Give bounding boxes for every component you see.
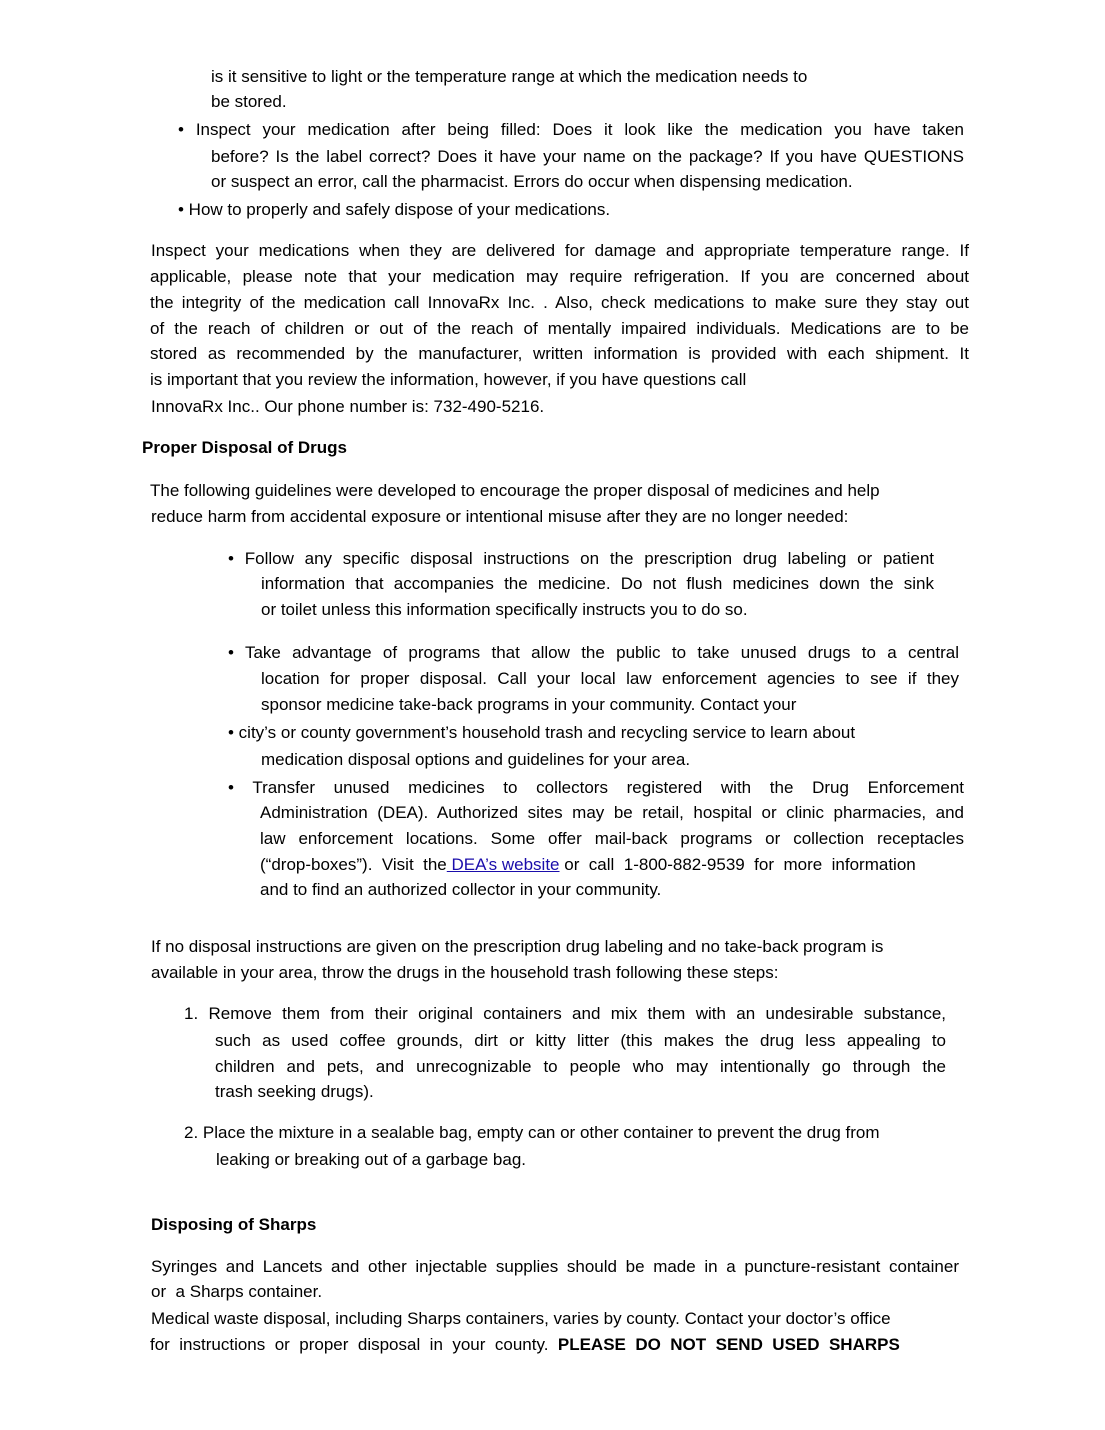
step-1-line-4: trash seeking drugs). [215,1082,374,1101]
take-back-bullet-line-1: • Take advantage of programs that allow the public to take unused drugs to a central [228,643,959,662]
inspect-paragraph-line-3: the integrity of the medication call InnovaRx Inc. . Also, check medications to make sure they stay out [150,293,969,312]
inspect-paragraph-phone-line: InnovaRx Inc.. Our phone number is: 732-490-5216. [151,397,545,416]
inspect-paragraph-line-2: applicable, please note that your medication may require refrigeration. If you are concerned about [150,267,969,286]
transfer-dea-bullet-line-1: • Transfer unused medicines to collectors registered with the Drug Enforcement [228,778,964,797]
sharps-line-4-text: for instructions or proper disposal in your county. [150,1335,558,1354]
sharps-line-4 [150,1334,949,1356]
inspect-bullet-line-1: • Inspect your medication after being filled: Does it look like the medication you have taken [178,120,964,139]
sharps-warning-bold: PLEASE DO NOT SEND USED SHARPS [557,1335,900,1354]
follow-instructions-bullet-line-3: or toilet unless this information specifically instructs you to do so. [261,600,748,619]
inspect-paragraph-line-6: is important that you review the information, however, if you have questions call [150,370,747,389]
sharps-line-2: or a Sharps container. [151,1282,323,1301]
follow-instructions-bullet-line-1: • Follow any specific disposal instructions on the prescription drug labeling or patient [228,549,934,568]
follow-instructions-bullet-line-2: information that accompanies the medicine. Do not flush medicines down the sink [261,574,934,593]
dea-website-link[interactable]: DEA’s website [446,855,560,874]
sharps-line-1: Syringes and Lancets and other injectable supplies should be made in a puncture-resistant container [151,1257,959,1276]
no-instructions-line-1: If no disposal instructions are given on the prescription drug labeling and no take-back program is [151,937,884,956]
proper-disposal-heading: Proper Disposal of Drugs [142,438,347,457]
dispose-bullet: • How to properly and safely dispose of your medications. [178,200,611,219]
step-1-line-1: 1. Remove them from their original containers and mix them with an undesirable substance, [184,1004,946,1023]
take-back-bullet-line-3: sponsor medicine take-back programs in your community. Contact your [261,695,797,714]
no-instructions-line-2: available in your area, throw the drugs in the household trash following these steps: [151,963,779,982]
inspect-paragraph-line-1: Inspect your medications when they are delivered for damage and appropriate temperature range. If [151,241,969,260]
transfer-dea-line-4-prefix: (“drop-boxes”). Visit the [260,855,447,874]
transfer-dea-line-4-suffix: or call 1-800-882-9539 for more information [559,855,916,874]
disposal-intro-line-2: reduce harm from accidental exposure or intentional misuse after they are no longer needed: [151,507,849,526]
inspect-paragraph-line-4: of the reach of children or out of the reach of mentally impaired individuals. Medications are to be [150,319,969,338]
transfer-dea-bullet-line-4 [260,854,964,876]
step-1-line-3: children and pets, and unrecognizable to people who may intentionally go through the [215,1057,946,1076]
storage-bullet-continuation-line-1: is it sensitive to light or the temperature range at which the medication needs to [211,67,808,86]
transfer-dea-bullet-line-3: law enforcement locations. Some offer mail-back programs or collection receptacles [260,829,964,848]
sharps-line-3: Medical waste disposal, including Sharps containers, varies by county. Contact your doctor’s office [151,1309,891,1328]
transfer-dea-bullet-line-5: and to find an authorized collector in your community. [260,880,662,899]
city-service-bullet-line-2: medication disposal options and guidelines for your area. [261,750,691,769]
disposing-sharps-heading: Disposing of Sharps [151,1215,317,1234]
inspect-bullet-line-2: before? Is the label correct? Does it have your name on the package? If you have QUESTIONS [211,147,964,166]
step-2-line-1: 2. Place the mixture in a sealable bag, empty can or other container to prevent the drug from [184,1123,880,1142]
inspect-bullet-line-3: or suspect an error, call the pharmacist. Errors do occur when dispensing medication. [211,172,853,191]
inspect-paragraph-line-5: stored as recommended by the manufacturer, written information is provided with each shipment. It [150,344,969,363]
storage-bullet-continuation-line-2: be stored. [211,92,287,111]
step-1-line-2: such as used coffee grounds, dirt or kitty litter (this makes the drug less appealing to [215,1031,946,1050]
step-2-line-2: leaking or breaking out of a garbage bag. [216,1150,527,1169]
take-back-bullet-line-2: location for proper disposal. Call your local law enforcement agencies to see if they [261,669,959,688]
transfer-dea-bullet-line-2: Administration (DEA). Authorized sites may be retail, hospital or clinic pharmacies, and [260,803,964,822]
city-service-bullet-line-1: • city’s or county government’s household trash and recycling service to learn about [228,723,856,742]
disposal-intro-line-1: The following guidelines were developed to encourage the proper disposal of medicines and help [150,481,880,500]
